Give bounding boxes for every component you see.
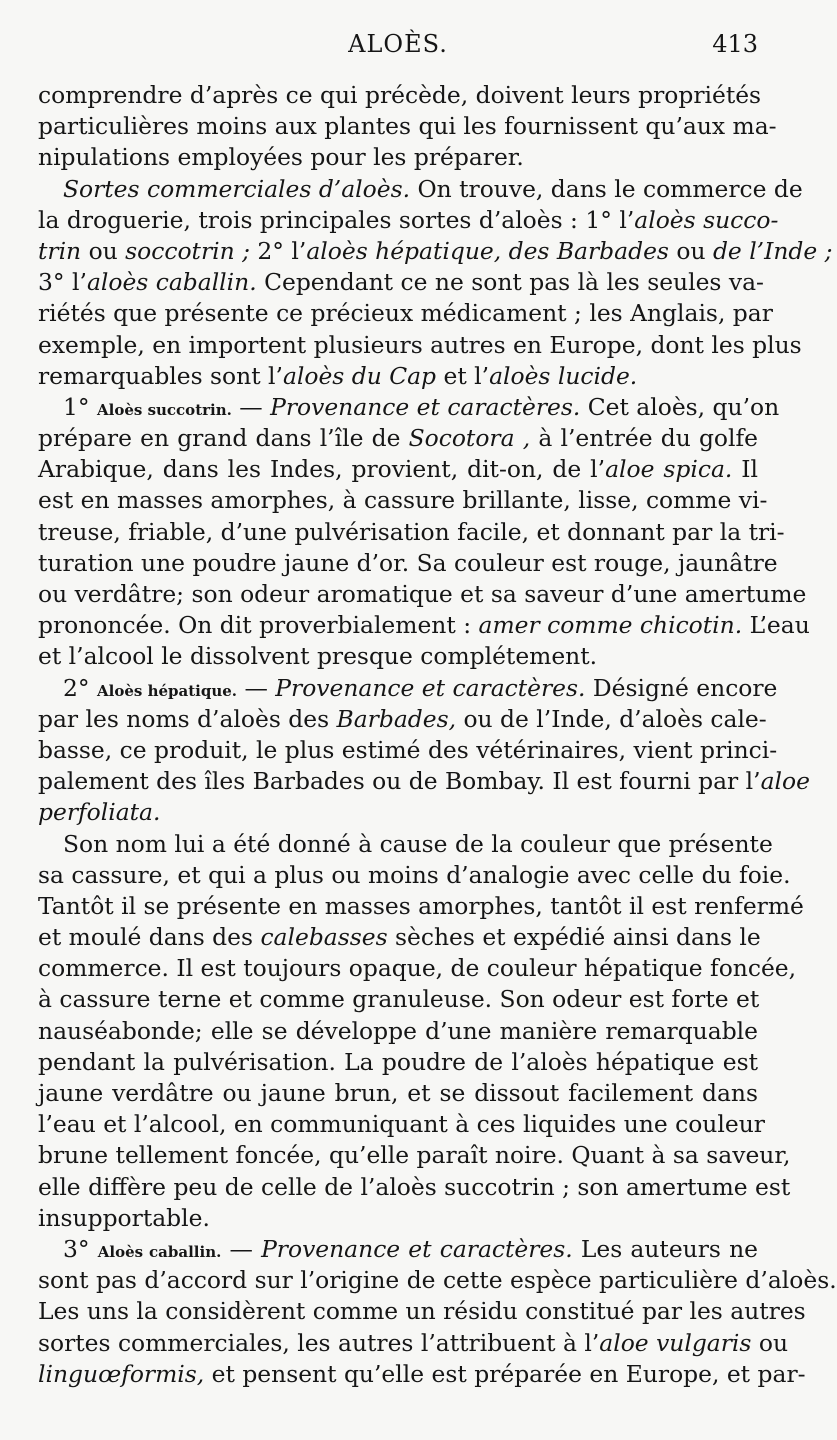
text-line bbox=[38, 485, 768, 516]
text-run: ou bbox=[751, 1328, 789, 1357]
italic-text: soccotrin ; bbox=[125, 236, 250, 265]
text-line bbox=[38, 953, 797, 984]
text-run: ou bbox=[668, 236, 713, 265]
text-run: particulières moins aux plantes qui les fournissent qu’aux ma- bbox=[38, 112, 777, 141]
italic-text: aloès succo- bbox=[634, 205, 779, 234]
italic-text: aloès du Cap bbox=[282, 361, 437, 390]
text-line bbox=[38, 361, 758, 392]
text-line bbox=[38, 548, 778, 579]
text-line bbox=[38, 1078, 758, 1109]
text-run: Cet aloès, qu’on bbox=[580, 392, 780, 421]
text-run: sortes commerciales, les autres l’attribuent à l’ bbox=[38, 1328, 600, 1357]
italic-text: Sortes commerciales d’aloès. bbox=[63, 174, 411, 203]
text-line bbox=[38, 517, 785, 548]
text-line bbox=[38, 423, 758, 454]
text-run: et pensent qu’elle est préparée en Europe, et par- bbox=[204, 1359, 806, 1388]
text-run: exemple, en importent plusieurs autres en Europe, dont les plus bbox=[38, 330, 802, 359]
text-line bbox=[38, 829, 773, 860]
text-line bbox=[38, 860, 791, 891]
italic-text: aloe spica. bbox=[605, 455, 733, 484]
text-line bbox=[38, 579, 807, 610]
text-run: insupportable. bbox=[38, 1203, 210, 1232]
italic-text: linguœformis, bbox=[38, 1359, 205, 1388]
text-run: — bbox=[221, 1234, 262, 1263]
italic-text: perfoliata. bbox=[38, 798, 161, 827]
text-run: à l’entrée du golfe bbox=[530, 424, 759, 453]
text-run: riétés que présente ce précieux médicament ; les Anglais, par bbox=[38, 299, 773, 328]
text-run: Son nom lui a été donné à cause de la couleur que présente bbox=[63, 829, 773, 858]
text-run: Les uns la considèrent comme un résidu constitué par les autres bbox=[38, 1297, 806, 1326]
italic-text: calebasses bbox=[260, 923, 388, 952]
italic-text: aloès caballin. bbox=[86, 268, 257, 297]
text-run: jaune verdâtre ou jaune brun, et se dissout facilement dans bbox=[38, 1079, 758, 1107]
text-run: Tantôt il se présente en masses amorphes, tantôt il est renfermé bbox=[38, 891, 804, 920]
text-run: turation une poudre jaune d’or. Sa couleur est rouge, jaunâtre bbox=[38, 548, 778, 577]
text-run: Désigné encore bbox=[585, 673, 778, 702]
text-run: — bbox=[237, 673, 276, 702]
text-run: elle diffère peu de celle de l’aloès succotrin ; son amertume est bbox=[38, 1172, 791, 1201]
text-run: prononcée. On dit proverbialement : bbox=[38, 611, 479, 640]
text-line bbox=[38, 766, 810, 797]
text-line bbox=[38, 174, 803, 205]
section-heading: Aloès hépatique. bbox=[97, 681, 238, 700]
italic-text: de l’Inde ; bbox=[712, 236, 833, 265]
text-run: pendant la pulvérisation. La poudre de l’aloès hépatique est bbox=[38, 1047, 758, 1076]
text-line bbox=[38, 641, 758, 672]
italic-text: trin bbox=[38, 236, 82, 265]
body-text bbox=[38, 80, 837, 1390]
section-heading: Aloès succotrin. bbox=[97, 400, 232, 419]
italic-text: aloe bbox=[760, 767, 810, 796]
text-line bbox=[38, 267, 764, 298]
text-line bbox=[38, 673, 778, 704]
text-line bbox=[38, 80, 762, 111]
text-run: Il bbox=[732, 455, 759, 484]
page-number: 413 bbox=[712, 30, 758, 58]
text-run: sa cassure, et qui a plus ou moins d’analogie avec celle du foie. bbox=[38, 860, 791, 889]
text-line bbox=[38, 984, 758, 1015]
text-run: et l’ bbox=[436, 361, 490, 390]
text-line bbox=[38, 735, 778, 766]
text-run: treuse, friable, d’une pulvérisation facile, et donnant par la tri- bbox=[38, 517, 785, 546]
italic-text: aloès lucide. bbox=[489, 361, 638, 390]
text-run: ou de l’Inde, d’aloès cale- bbox=[456, 704, 767, 733]
italic-text: aloès hépatique, des Barbades bbox=[306, 236, 669, 265]
italic-text: Provenance et caractères. bbox=[275, 673, 586, 702]
text-line bbox=[38, 1172, 791, 1203]
text-run: à cassure terne et comme granuleuse. Son odeur est forte et bbox=[38, 985, 760, 1014]
text-run: — bbox=[231, 392, 271, 421]
italic-text: Barbades, bbox=[336, 704, 457, 733]
text-run: sèches et expédié ainsi dans le bbox=[387, 923, 761, 952]
text-line bbox=[38, 891, 804, 922]
text-run: 2° l’ bbox=[249, 236, 307, 265]
text-run: palement des îles Barbades ou de Bombay. Il est fourni par l’ bbox=[38, 767, 761, 796]
running-header bbox=[38, 30, 758, 66]
text-run: On trouve, dans le commerce de bbox=[410, 174, 803, 203]
text-run: Cependant ce ne sont pas là les seules va- bbox=[256, 268, 764, 297]
text-run: 1° bbox=[63, 392, 98, 421]
text-line bbox=[38, 142, 758, 173]
text-run: Arabique, dans les Indes, provient, dit-on, de l’ bbox=[38, 455, 606, 484]
text-run: 2° bbox=[63, 673, 98, 702]
text-run: et moulé dans des bbox=[38, 923, 261, 952]
text-line bbox=[38, 1203, 758, 1234]
text-line bbox=[38, 236, 833, 267]
text-run: ou bbox=[81, 236, 126, 265]
italic-text: amer comme chicotin. bbox=[478, 611, 743, 640]
text-run: commerce. Il est toujours opaque, de couleur hépatique foncée, bbox=[38, 954, 797, 983]
text-run: ou verdâtre; son odeur aromatique et sa saveur d’une amertume bbox=[38, 580, 807, 608]
italic-text: aloe vulgaris bbox=[599, 1328, 752, 1357]
text-line bbox=[38, 392, 780, 423]
text-line bbox=[38, 704, 767, 735]
italic-text: Provenance et caractères. bbox=[261, 1234, 573, 1263]
text-line bbox=[38, 1016, 758, 1047]
text-run: prépare en grand dans l’île de bbox=[38, 424, 409, 453]
text-line bbox=[38, 1234, 758, 1265]
text-line bbox=[38, 1109, 765, 1140]
text-run: par les noms d’aloès des bbox=[38, 704, 337, 733]
text-run: 3° l’ bbox=[38, 268, 87, 297]
text-run: L’eau bbox=[742, 611, 810, 640]
text-run: brune tellement foncée, qu’elle paraît noire. Quant à sa saveur, bbox=[38, 1141, 791, 1170]
text-line bbox=[38, 1359, 806, 1390]
text-run: Les auteurs ne bbox=[572, 1234, 758, 1263]
section-heading: Aloès caballin. bbox=[97, 1242, 222, 1261]
running-title: ALOÈS. bbox=[348, 30, 448, 58]
text-line bbox=[38, 610, 810, 641]
text-line bbox=[38, 111, 777, 142]
text-run: et l’alcool le dissolvent presque complétement. bbox=[38, 642, 598, 671]
text-line bbox=[38, 922, 761, 953]
text-run: comprendre d’après ce qui précède, doivent leurs propriétés bbox=[38, 81, 762, 109]
text-run: remarquables sont l’ bbox=[38, 361, 283, 390]
italic-text: Socotora , bbox=[408, 424, 531, 453]
text-run: 3° bbox=[63, 1234, 98, 1263]
text-line bbox=[38, 454, 758, 485]
text-line bbox=[38, 797, 758, 828]
text-run: est en masses amorphes, à cassure brillante, lisse, comme vi- bbox=[38, 486, 768, 515]
text-line bbox=[38, 298, 773, 329]
text-line bbox=[38, 1140, 791, 1171]
text-run: sont pas d’accord sur l’origine de cette espèce particulière d’aloès. bbox=[38, 1266, 837, 1295]
text-line bbox=[38, 1296, 806, 1327]
text-line bbox=[38, 1328, 789, 1359]
text-run: l’eau et l’alcool, en communiquant à ces liquides une couleur bbox=[38, 1110, 765, 1139]
text-run: nipulations employées pour les préparer. bbox=[38, 143, 524, 172]
text-line bbox=[38, 330, 802, 361]
text-run: nauséabonde; elle se développe d’une manière remarquable bbox=[38, 1016, 758, 1045]
text-run: la droguerie, trois principales sortes d’aloès : 1° l’ bbox=[38, 205, 635, 234]
italic-text: Provenance et caractères. bbox=[270, 392, 581, 421]
text-run: basse, ce produit, le plus estimé des vétérinaires, vient princi- bbox=[38, 735, 778, 764]
text-line bbox=[38, 1265, 837, 1296]
text-line bbox=[38, 205, 779, 236]
text-line bbox=[38, 1047, 758, 1078]
